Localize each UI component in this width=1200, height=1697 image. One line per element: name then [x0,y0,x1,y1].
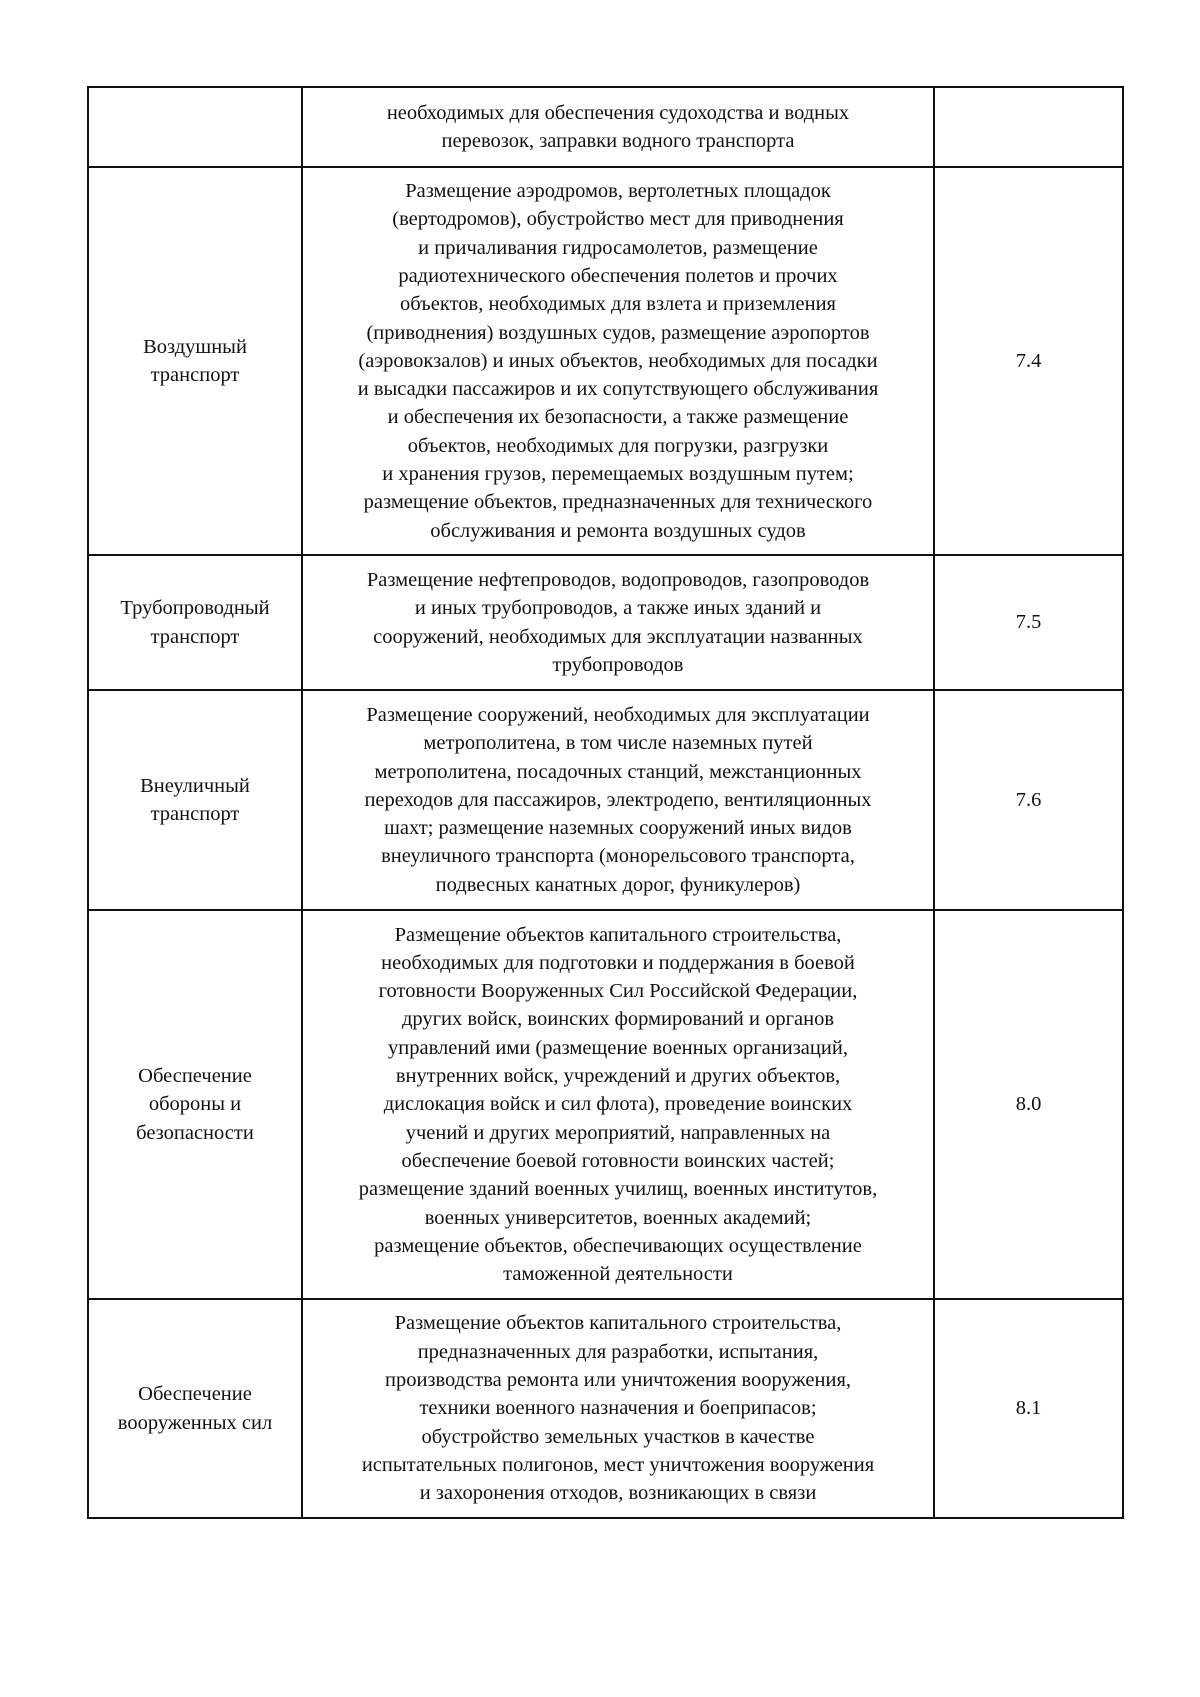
table-row [88,1299,1123,1518]
land-use-description-line: метрополитена, посадочных станций, межстанционных [374,760,862,783]
table-row [88,690,1123,910]
land-use-description-line: готовности Вооруженных Сил Российской Федерации, [378,980,858,1003]
land-use-description-line: необходимых для подготовки и поддержания в боевой [381,951,855,974]
land-use-code-cell [934,167,1123,555]
land-use-description-line: таможенной деятельности [503,1263,733,1286]
land-use-description-line: и захоронения отходов, возникающих в связи [419,1482,817,1505]
land-use-description-cell [302,87,934,167]
table-row [88,910,1123,1299]
land-use-description-line: военных университетов, военных академий; [424,1206,812,1229]
land-use-description-line: обслуживания и ремонта воздушных судов [430,519,806,542]
land-use-name-line: Трубопроводный [120,597,270,620]
land-use-name-line: транспорт [150,625,240,648]
land-use-description-line: сооружений, необходимых для эксплуатации названных [373,625,863,648]
land-use-description-line: метрополитена, в том числе наземных путей [423,732,813,755]
land-use-description-line: Размещение объектов капитального строительства, [394,923,842,946]
table-row [88,167,1123,555]
land-use-description-line: Размещение сооружений, необходимых для эксплуатации [366,703,870,726]
land-use-code-cell [934,555,1123,690]
land-use-description-line: радиотехнического обеспечения полетов и прочих [398,264,838,287]
land-use-description-line: и обеспечения их безопасности, а также размещение [387,406,849,429]
land-use-description-line: обустройство земельных участков в качестве [421,1425,815,1448]
land-use-code: 7.6 [1015,788,1042,811]
land-use-table [87,86,1124,1519]
land-use-description-cell [302,910,934,1299]
land-use-description-line: и высадки пассажиров и их сопутствующего обслуживания [357,378,879,401]
land-use-description-line: (аэровокзалов) и иных объектов, необходимых для посадки [358,349,878,372]
land-use-description-cell [302,167,934,555]
land-use-description-line: управлений ими (размещение военных организаций, [388,1036,848,1059]
land-use-name-line: транспорт [150,364,240,386]
land-use-description-cell [302,1299,934,1518]
land-use-description-line: внутренних войск, учреждений и других объектов, [395,1065,841,1088]
land-use-description-line: других войск, воинских формирований и органов [401,1008,835,1031]
table-body [88,87,1123,1518]
land-use-name-line: Воздушный [143,335,247,358]
land-use-description-line: размещение объектов, обеспечивающих осуществление [374,1234,862,1257]
land-use-description-line: и иных трубопроводов, а также иных зданий и [414,597,822,620]
land-use-code: 7.5 [1015,611,1042,634]
table-row [88,87,1123,167]
land-use-description-line: обеспечение боевой готовности воинских частей; [401,1149,835,1172]
land-use-description-line: объектов, необходимых для взлета и приземления [400,293,836,316]
land-use-name-cell [88,167,302,555]
land-use-description-line: шахт; размещение наземных сооружений иных видов [384,817,852,840]
land-use-description-line: размещение объектов, предназначенных для технического [363,491,873,514]
land-use-description-line: размещение зданий военных училищ, военных институтов, [358,1178,878,1201]
land-use-description-cell [302,555,934,690]
table-row [88,555,1123,690]
land-use-code-cell [934,1299,1123,1518]
land-use-description-line: и хранения грузов, перемещаемых воздушным путем; [382,463,854,486]
land-use-description-line: Размещение аэродромов, вертолетных площадок [405,180,831,203]
land-use-name-cell [88,690,302,910]
land-use-code: 8.1 [1015,1397,1042,1420]
land-use-description-line: Размещение объектов капитального строительства, [394,1312,842,1335]
land-use-name-line: Обеспечение [138,1065,252,1088]
land-use-code-cell [934,87,1123,167]
land-use-name-cell [88,87,302,167]
land-use-name-line: безопасности [136,1121,254,1144]
land-use-description-line: подвесных канатных дорог, фуникулеров) [435,873,801,896]
land-use-code-cell [934,690,1123,910]
land-use-description-line: техники военного назначения и боеприпасов; [419,1397,817,1420]
land-use-description-line: предназначенных для разработки, испытания, [417,1340,819,1363]
land-use-description-line: (вертодромов), обустройство мест для приводнения [392,208,844,231]
land-use-description-line: необходимых для обеспечения судоходства и водных [386,101,850,124]
land-use-name-line: транспорт [150,803,240,825]
land-use-description-cell [302,690,934,910]
land-use-description-line: дислокация войск и сил флота), проведение воинских [383,1093,853,1116]
land-use-description-line: производства ремонта или уничтожения вооружения, [384,1369,852,1392]
land-use-name-cell [88,1299,302,1518]
land-use-description-line: переходов для пассажиров, электродепо, вентиляционных [364,788,872,811]
land-use-code-cell [934,910,1123,1299]
land-use-name-cell [88,555,302,690]
land-use-description-line: перевозок, заправки водного транспорта [441,130,795,152]
land-use-name-line: обороны и [148,1093,242,1116]
land-use-code: 8.0 [1015,1093,1042,1116]
land-use-name-line: вооруженных сил [117,1411,273,1434]
land-use-code: 7.4 [1015,349,1042,372]
land-use-description-line: объектов, необходимых для погрузки, разгрузки [407,434,829,457]
land-use-description-line: Размещение нефтепроводов, водопроводов, газопроводов [366,568,870,591]
land-use-name-cell [88,910,302,1299]
land-use-name-line: Обеспечение [138,1383,252,1406]
land-use-description-line: (приводнения) воздушных судов, размещение аэропортов [366,321,870,344]
land-use-description-line: внеуличного транспорта (монорельсового транспорта, [381,845,855,868]
land-use-description-line: и причаливания гидросамолетов, размещение [418,236,818,259]
land-use-name-line: Внеуличный [140,774,250,797]
land-use-description-line: учений и других мероприятий, направленных на [405,1121,831,1144]
land-use-description-line: трубопроводов [552,653,684,676]
land-use-description-line: испытательных полигонов, мест уничтожения вооружения [361,1453,875,1476]
